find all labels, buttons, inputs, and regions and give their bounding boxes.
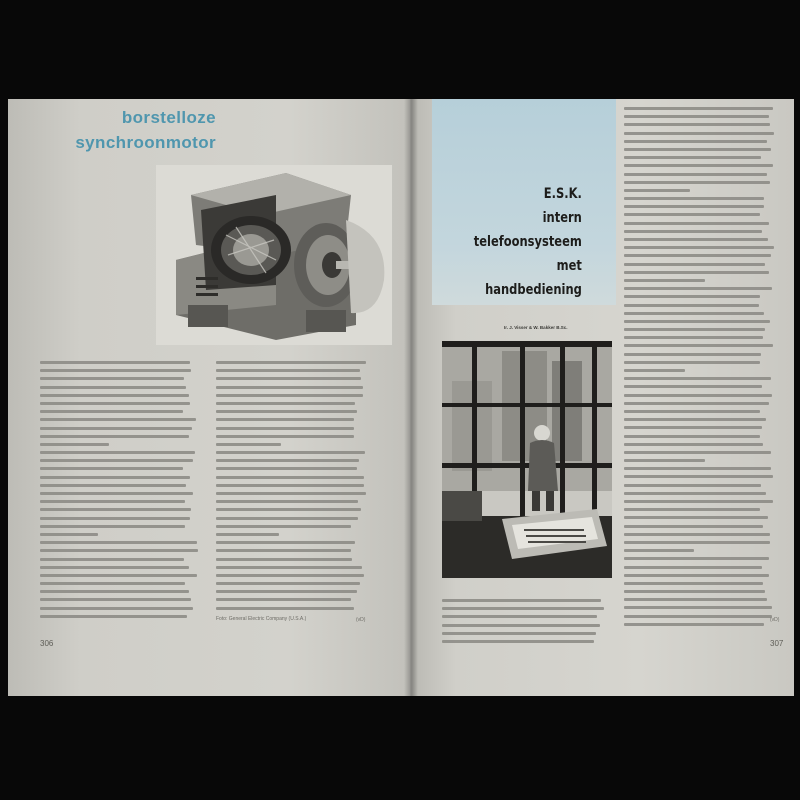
right-title-line-5: handbediening <box>485 282 582 298</box>
text-line <box>40 386 186 389</box>
text-line <box>216 394 363 397</box>
text-line <box>216 467 357 470</box>
text-line <box>624 426 762 429</box>
text-line <box>624 418 766 421</box>
text-line <box>216 386 363 389</box>
text-line <box>624 623 764 626</box>
text-line <box>624 467 771 470</box>
right-page <box>410 99 794 696</box>
text-line <box>624 549 694 552</box>
text-line <box>40 451 195 454</box>
text-line <box>624 394 772 397</box>
text-line <box>624 344 773 347</box>
right-title-line-1: E.S.K. <box>543 186 582 202</box>
text-line <box>442 599 601 602</box>
text-line <box>624 213 760 216</box>
text-line <box>624 238 768 241</box>
text-line <box>624 500 773 503</box>
text-line <box>216 533 279 536</box>
text-line <box>624 525 763 528</box>
text-line <box>442 615 597 618</box>
text-line <box>40 361 190 364</box>
text-line <box>624 312 764 315</box>
body-text-lines <box>216 361 366 615</box>
text-line <box>40 549 198 552</box>
text-line <box>40 492 193 495</box>
text-line <box>40 574 197 577</box>
text-line <box>40 427 192 430</box>
text-line <box>40 541 197 544</box>
window-illustration <box>442 341 612 578</box>
text-line <box>624 606 772 609</box>
right-end-mark: (vD) <box>770 617 780 623</box>
text-line <box>216 443 281 446</box>
text-line <box>624 246 774 249</box>
text-line <box>624 287 772 290</box>
left-title-line-2: synchroonmotor <box>75 133 216 152</box>
magazine-spread <box>8 99 794 696</box>
text-line <box>624 189 690 192</box>
text-line <box>624 361 760 364</box>
text-line <box>624 410 760 413</box>
text-line <box>624 181 770 184</box>
text-line <box>624 328 765 331</box>
text-line <box>624 140 767 143</box>
text-line <box>216 590 357 593</box>
text-line <box>624 598 767 601</box>
text-line <box>624 353 761 356</box>
text-line <box>40 500 185 503</box>
text-line <box>624 557 769 560</box>
text-line <box>40 418 196 421</box>
text-line <box>624 516 768 519</box>
text-line <box>624 402 769 405</box>
text-line <box>40 607 193 610</box>
text-line <box>624 148 771 151</box>
text-line <box>624 582 763 585</box>
text-line <box>40 467 183 470</box>
motor-photo <box>156 165 392 345</box>
text-line <box>624 566 762 569</box>
text-line <box>624 263 765 266</box>
text-line <box>624 443 763 446</box>
text-line <box>40 615 187 618</box>
text-line <box>40 459 193 462</box>
text-line <box>624 271 769 274</box>
text-line <box>216 451 365 454</box>
text-line <box>624 508 760 511</box>
caption-text-lines <box>442 599 604 648</box>
text-line <box>40 582 185 585</box>
text-line <box>624 574 769 577</box>
text-line <box>216 427 354 430</box>
text-line <box>624 304 759 307</box>
text-line <box>216 500 358 503</box>
body-text-lines <box>40 361 198 623</box>
left-page <box>8 99 410 696</box>
text-line <box>624 484 761 487</box>
text-line <box>216 525 351 528</box>
text-line <box>216 566 362 569</box>
text-line <box>216 484 364 487</box>
text-line <box>624 459 705 462</box>
text-line <box>40 590 189 593</box>
left-end-mark: (vD) <box>356 617 366 623</box>
text-line <box>40 369 191 372</box>
text-line <box>216 459 359 462</box>
window-photo <box>442 341 612 578</box>
text-line <box>624 164 773 167</box>
text-line <box>40 435 189 438</box>
text-line <box>624 320 770 323</box>
text-line <box>216 549 351 552</box>
text-line <box>40 517 190 520</box>
text-line <box>216 508 361 511</box>
text-line <box>40 525 185 528</box>
text-line <box>624 451 771 454</box>
text-line <box>40 508 191 511</box>
text-line <box>40 598 191 601</box>
text-line <box>624 435 760 438</box>
text-line <box>624 590 765 593</box>
text-line <box>216 574 364 577</box>
text-line <box>216 369 360 372</box>
text-line <box>40 533 98 536</box>
text-line <box>216 582 360 585</box>
right-title-line-3: telefoonsysteem <box>473 234 582 250</box>
text-line <box>216 402 355 405</box>
text-line <box>624 123 770 126</box>
left-page-number: 306 <box>40 639 54 648</box>
text-line <box>216 607 354 610</box>
text-line <box>442 624 600 627</box>
text-line <box>624 336 763 339</box>
text-line <box>216 558 352 561</box>
text-line <box>624 492 766 495</box>
text-line <box>624 475 773 478</box>
text-line <box>40 402 190 405</box>
right-article-title <box>474 182 582 302</box>
text-line <box>442 632 596 635</box>
text-line <box>40 484 186 487</box>
text-line <box>624 115 769 118</box>
text-line <box>624 254 771 257</box>
text-line <box>216 410 357 413</box>
text-line <box>216 492 366 495</box>
left-caption: Foto: General Electric Company (U.S.A.) <box>216 616 307 622</box>
right-title-line-2: intern <box>542 210 582 226</box>
body-text-lines <box>624 107 774 631</box>
text-line <box>624 156 761 159</box>
text-line <box>624 533 770 536</box>
text-line <box>624 369 685 372</box>
text-line <box>624 385 762 388</box>
text-line <box>40 377 184 380</box>
text-line <box>624 230 762 233</box>
text-line <box>442 640 594 643</box>
text-line <box>40 476 190 479</box>
text-line <box>216 435 354 438</box>
text-line <box>624 279 705 282</box>
text-line <box>442 607 604 610</box>
text-line <box>624 295 760 298</box>
text-line <box>624 222 769 225</box>
text-line <box>216 361 366 364</box>
text-line <box>624 541 770 544</box>
text-line <box>624 197 764 200</box>
text-line <box>624 173 767 176</box>
right-page-number: 307 <box>770 639 784 648</box>
article-byline: Ir. J. Visser & W. Bakker B.Sc. <box>504 325 568 330</box>
right-title-line-4: met <box>556 258 582 274</box>
text-line <box>216 418 354 421</box>
text-line <box>624 107 773 110</box>
text-line <box>624 205 764 208</box>
text-line <box>40 558 184 561</box>
text-line <box>216 541 355 544</box>
left-title-line-1: borstelloze <box>121 108 216 127</box>
text-line <box>216 598 351 601</box>
left-article-title <box>75 105 216 155</box>
text-line <box>216 377 361 380</box>
text-line <box>624 132 774 135</box>
text-line <box>624 377 771 380</box>
text-line <box>216 476 364 479</box>
text-line <box>40 566 189 569</box>
text-line <box>624 615 772 618</box>
text-line <box>40 410 183 413</box>
motor-illustration <box>156 165 392 345</box>
text-line <box>216 517 358 520</box>
text-line <box>40 394 189 397</box>
text-line <box>40 443 109 446</box>
